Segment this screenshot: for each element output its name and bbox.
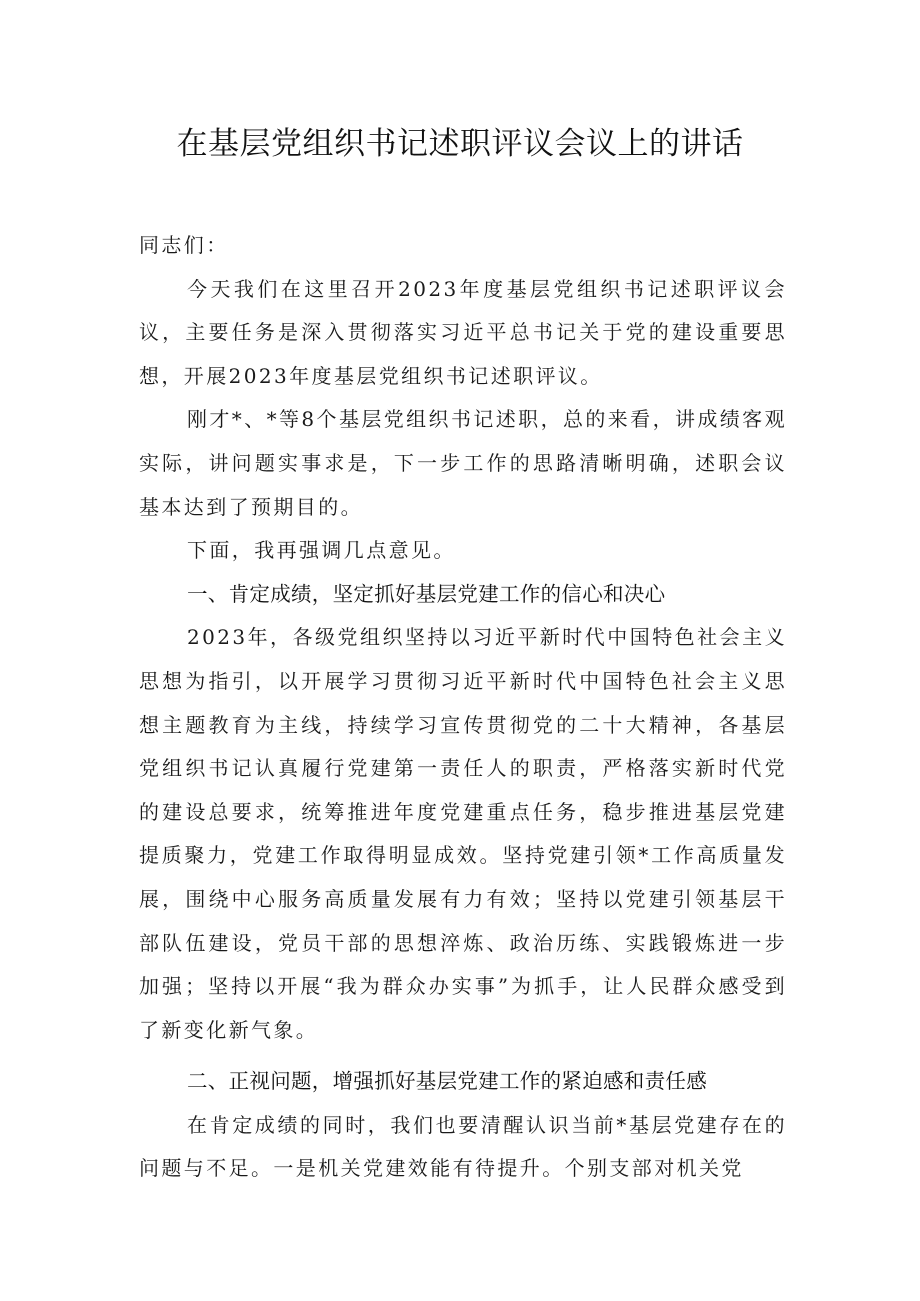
paragraph-problems: 在肯定成绩的同时，我们也要清醒认识当前*基层党建存在的问题与不足。一是机关党建效能有待提升。个别支部对机关党 bbox=[139, 1112, 787, 1181]
document-body bbox=[139, 224, 787, 1191]
section-heading-2: 二、正视问题，增强抓好基层党建工作的紧迫感和责任感 bbox=[187, 1069, 707, 1094]
paragraph-review: 刚才*、*等8个基层党组织书记述职，总的来看，讲成绩客观实际，讲问题实事求是，下一步工作的思路清晰明确，述职会议基本达到了预期目的。 bbox=[139, 407, 787, 519]
document-title: 在基层党组织书记述职评议会议上的讲话 bbox=[176, 126, 744, 162]
salutation: 同志们： bbox=[139, 233, 229, 257]
paragraph-achievements: 2023年，各级党组织坚持以习近平新时代中国特色社会主义思想为指引，以开展学习贯彻习近平新时代中国特色社会主义思想主题教育为主线，持续学习宣传贯彻党的二十大精神，各基层党组织书记认真履行党建第一责任人的职责，严格落实新时代党的建设总要求，统筹推进年度党建重点任务，稳步推进基层党建提质聚力，党建工作取得明显成效。坚持党建引领*工作高质量发展，围绕中心服务高质量发展有力有效；坚持以党建引领基层干部队伍建设，党员干部的思想淬炼、政治历练、实践锻炼进一步加强；坚持以开展“我为群众办实事”为抓手，让人民群众感受到了新变化新气象。 bbox=[139, 625, 787, 1042]
paragraph-transition: 下面，我再强调几点意见。 bbox=[187, 538, 456, 563]
paragraph-opening: 今天我们在这里召开2023年度基层党组织书记述职评议会议，主要任务是深入贯彻落实习近平总书记关于党的建设重要思想，开展2023年度基层党组织书记述职评议。 bbox=[139, 276, 787, 388]
section-spacer bbox=[139, 1052, 787, 1060]
section-heading-1: 一、肯定成绩，坚定抓好基层党建工作的信心和决心 bbox=[187, 581, 666, 606]
